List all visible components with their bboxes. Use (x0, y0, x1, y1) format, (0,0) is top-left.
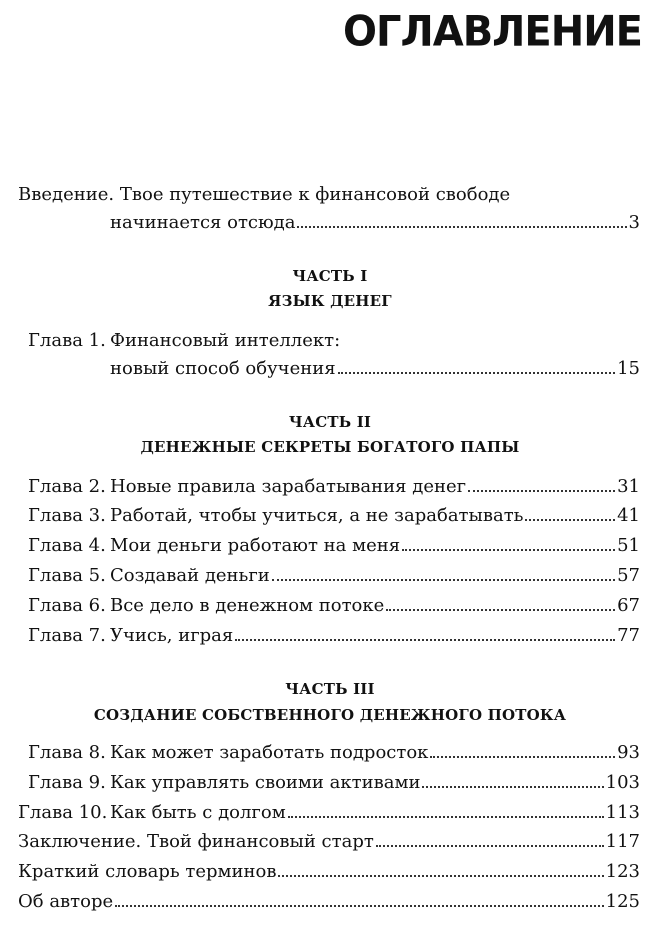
chapter-label: Глава 4. (28, 535, 106, 556)
dot-leader (278, 875, 603, 877)
page-number: 93 (617, 742, 640, 763)
dot-leader (386, 609, 615, 611)
dot-leader (468, 490, 615, 492)
toc-line (110, 593, 640, 619)
page-number: 103 (605, 772, 640, 793)
chapter-title: Все дело в денежном потоке (110, 595, 385, 616)
page-number: 113 (605, 802, 640, 823)
toc-line (110, 563, 640, 589)
chapter-label: Глава 9. (28, 772, 106, 793)
chapter-label: Глава 8. (28, 742, 106, 763)
dot-leader (115, 905, 603, 907)
dot-leader (288, 816, 604, 818)
chapter-label: Глава 5. (28, 565, 106, 586)
page-title: ОГЛАВЛЕНИЕ (343, 7, 642, 57)
toc-line (110, 623, 640, 649)
chapter-title: Мои деньги работают на меня (110, 535, 401, 556)
page-number: 123 (605, 861, 640, 882)
dot-leader (297, 226, 626, 228)
part-label: ЧАСТЬ I (292, 267, 368, 285)
page-number: 57 (617, 565, 640, 586)
chapter-1-line2-text: новый способ обучения (110, 358, 336, 379)
page-number: 67 (617, 595, 640, 616)
dot-leader (525, 519, 615, 521)
chapter-title: Создавай деньги (110, 565, 270, 586)
page-number: 3 (628, 212, 640, 233)
dot-leader (338, 372, 616, 374)
entry-title: Об авторе (18, 891, 114, 912)
part-label: ЧАСТЬ II (288, 413, 372, 431)
toc-line (18, 859, 640, 885)
dot-leader (402, 549, 615, 551)
dot-leader (272, 579, 615, 581)
entry-title: Заключение. Твой финансовый старт (18, 831, 374, 852)
entry-title: Краткий словарь терминов (18, 861, 277, 882)
page-number: 117 (605, 831, 640, 852)
toc-line (18, 889, 640, 915)
chapter-label: Глава 10. (18, 802, 108, 823)
dot-leader (235, 639, 615, 641)
chapter-title: Учись, играя (110, 625, 234, 646)
chapter-label: Глава 6. (28, 595, 106, 616)
chapter-1-line1: Финансовый интеллект: (110, 330, 341, 351)
page-number: 125 (605, 891, 640, 912)
page-number: 15 (617, 358, 640, 379)
part-label: ЧАСТЬ III (285, 680, 375, 698)
chapter-title: Как управлять своими активами (110, 772, 421, 793)
toc-line (110, 800, 640, 826)
toc-line (18, 829, 640, 855)
page-number: 51 (617, 535, 640, 556)
dot-leader (422, 786, 603, 788)
dot-leader (376, 845, 604, 847)
chapter-label: Глава 7. (28, 625, 106, 646)
chapter-title: Как может заработать подросток (110, 742, 429, 763)
chapter-title: Как быть с долгом (110, 802, 286, 823)
chapter-label: Глава 3. (28, 505, 106, 526)
toc-line (110, 474, 640, 500)
chapter-label: Глава 2. (28, 476, 106, 497)
toc-line (110, 770, 640, 796)
chapter-title: Работай, чтобы учиться, а не зарабатывать (110, 505, 524, 526)
toc-line (110, 503, 640, 529)
intro-line1: Введение. Твое путешествие к финансовой свободе (18, 184, 511, 205)
intro-line2-text: начинается отсюда (110, 212, 296, 233)
toc-line (110, 533, 640, 559)
toc-line (110, 740, 640, 766)
intro-line2 (110, 210, 640, 236)
page-number: 41 (617, 505, 640, 526)
part-title: ДЕНЕЖНЫЕ СЕКРЕТЫ БОГАТОГО ПАПЫ (140, 438, 520, 456)
chapter-title: Новые правила зарабатывания денег (110, 476, 467, 497)
page-number: 77 (617, 625, 640, 646)
dot-leader (430, 756, 615, 758)
chapter-label: Глава 1. (28, 330, 106, 351)
chapter-1-line2 (110, 356, 640, 382)
part-title: СОЗДАНИЕ СОБСТВЕННОГО ДЕНЕЖНОГО ПОТОКА (93, 706, 567, 724)
part-title: ЯЗЫК ДЕНЕГ (268, 292, 392, 310)
page-number: 31 (617, 476, 640, 497)
